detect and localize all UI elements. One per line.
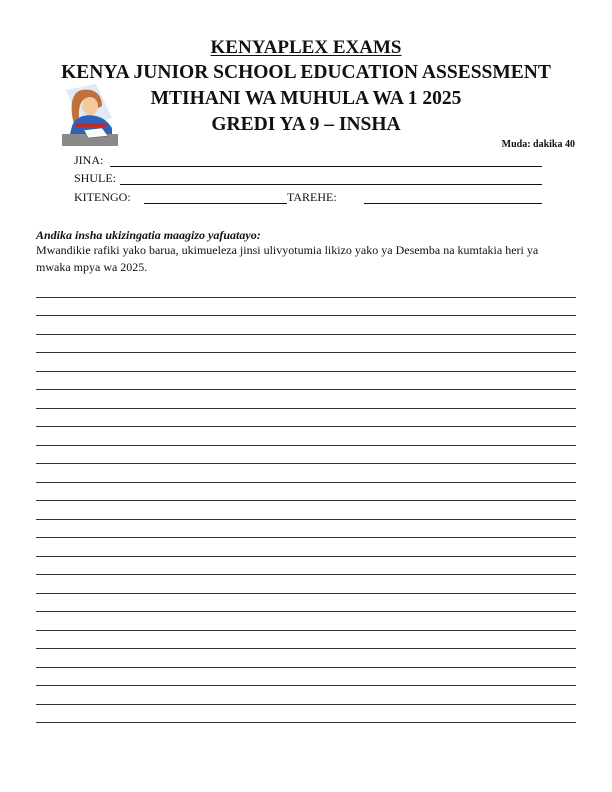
publisher-title: KENYAPLEX EXAMS [210, 37, 402, 58]
date-label: TAREHE: [287, 190, 337, 204]
writing-line[interactable] [36, 500, 576, 501]
name-field[interactable] [110, 166, 542, 167]
writing-line[interactable] [36, 371, 576, 372]
instructions-heading: Andika insha ukizingatia maagizo yafuatayo: [36, 228, 261, 242]
writing-line[interactable] [36, 463, 576, 464]
duration-label: Muda: dakika 40 [501, 139, 575, 150]
writing-line[interactable] [36, 537, 576, 538]
writing-line[interactable] [36, 334, 576, 335]
essay-prompt: Mwandikie rafiki yako barua, ukimueleza jinsi ulivyotumia likizo yako ya Desemba na kumtakia heri ya mwaka mpya wa 2025. [36, 243, 539, 274]
writing-line[interactable] [36, 445, 576, 446]
writing-line[interactable] [36, 315, 576, 316]
writing-line[interactable] [36, 482, 576, 483]
writing-line[interactable] [36, 648, 576, 649]
writing-line[interactable] [36, 352, 576, 353]
school-field[interactable] [120, 184, 542, 185]
writing-line[interactable] [36, 389, 576, 390]
writing-line[interactable] [36, 408, 576, 409]
writing-line[interactable] [36, 667, 576, 668]
date-field[interactable] [364, 203, 542, 204]
exam-title: MTIHANI WA MUHULA WA 1 2025 [150, 88, 462, 109]
writing-line[interactable] [36, 630, 576, 631]
writing-line[interactable] [36, 426, 576, 427]
stream-field[interactable] [144, 203, 287, 204]
writing-line[interactable] [36, 519, 576, 520]
writing-line[interactable] [36, 611, 576, 612]
name-label: JINA: [74, 153, 104, 167]
assessment-title: KENYA JUNIOR SCHOOL EDUCATION ASSESSMENT [61, 62, 551, 83]
writing-line[interactable] [36, 704, 576, 705]
student-writing-illustration [62, 84, 118, 146]
writing-line[interactable] [36, 556, 576, 557]
writing-line[interactable] [36, 722, 576, 723]
writing-line[interactable] [36, 685, 576, 686]
school-label: SHULE: [74, 171, 116, 185]
stream-label: KITENGO: [74, 190, 131, 204]
subject-title: GREDI YA 9 – INSHA [211, 114, 401, 135]
writing-line[interactable] [36, 297, 576, 298]
writing-line[interactable] [36, 574, 576, 575]
writing-line[interactable] [36, 593, 576, 594]
